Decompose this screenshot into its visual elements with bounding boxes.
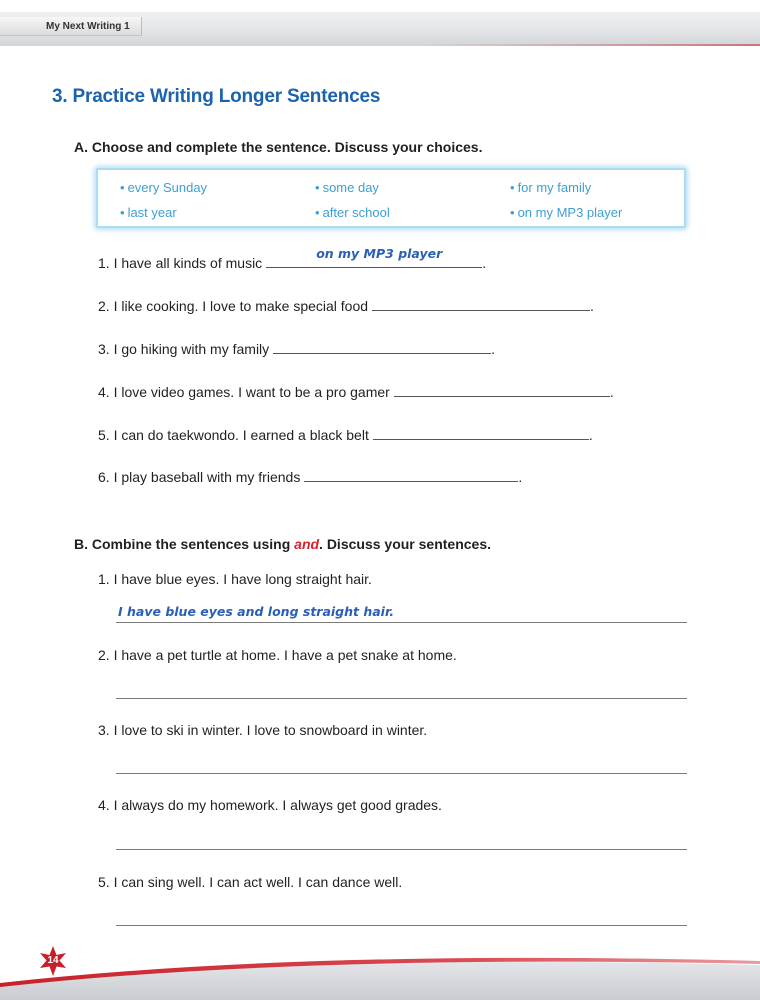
part-b-item-1: 1. I have blue eyes. I have long straight hair. — [98, 571, 372, 587]
part-a-item-6: 6. I play baseball with my friends . — [98, 469, 523, 485]
part-b-heading: B. Combine the sentences using and. Discuss your sentences. — [74, 536, 492, 552]
word-bank-item: • for my family — [510, 180, 592, 195]
answer-blank[interactable] — [273, 339, 491, 354]
word-bank-item: • last year — [120, 205, 177, 220]
sentence-text: 3. I go hiking with my family — [98, 341, 270, 357]
answer-blank[interactable] — [266, 246, 482, 268]
word-bank-item: • on my MP3 player — [510, 205, 623, 220]
part-a-item-3: 3. I go hiking with my family . — [98, 341, 496, 357]
part-b-item-3: 3. I love to ski in winter. I love to snowboard in winter. — [98, 722, 428, 738]
writing-line[interactable] — [116, 622, 687, 623]
writing-line[interactable] — [116, 773, 687, 774]
sentence-text: 5. I can do taekwondo. I earned a black belt — [98, 427, 369, 443]
book-title-tab — [0, 17, 142, 36]
sentence-text: 2. I like cooking. I love to make special food — [98, 298, 369, 314]
handwritten-answer: on my MP3 player — [316, 246, 443, 261]
header-accent-line — [0, 44, 760, 46]
part-a-item-1: 1. I have all kinds of music on my MP3 player . — [98, 246, 487, 271]
answer-blank[interactable] — [394, 382, 610, 397]
handwritten-answer: I have blue eyes and long straight hair. — [118, 604, 395, 619]
keyword-and: and — [294, 536, 320, 552]
answer-blank[interactable] — [304, 467, 518, 482]
word-bank-item: • after school — [315, 205, 390, 220]
word-bank — [96, 168, 686, 228]
word-bank-item: • every Sunday — [120, 180, 208, 195]
sentence-text: 6. I play baseball with my friends — [98, 469, 301, 485]
section-title: 3. Practice Writing Longer Sentences — [52, 86, 381, 107]
part-a-item-4: 4. I love video games. I want to be a pro gamer . — [98, 384, 614, 400]
sentence-text: 1. I have all kinds of music — [98, 255, 263, 271]
part-a-item-2: 2. I like cooking. I love to make special food . — [98, 298, 594, 314]
page-number: 14 — [47, 955, 59, 966]
part-a-item-5: 5. I can do taekwondo. I earned a black belt . — [98, 427, 593, 443]
sentence-text: 4. I love video games. I want to be a pro gamer — [98, 384, 390, 400]
writing-line[interactable] — [116, 849, 687, 850]
writing-line[interactable] — [116, 925, 687, 926]
answer-blank[interactable] — [372, 296, 590, 311]
answer-blank[interactable] — [373, 425, 589, 440]
writing-line[interactable] — [116, 698, 687, 699]
part-b-item-4: 4. I always do my homework. I always get good grades. — [98, 797, 442, 813]
part-a-heading: A. Choose and complete the sentence. Discuss your choices. — [74, 139, 483, 155]
part-b-item-5: 5. I can sing well. I can act well. I can dance well. — [98, 874, 403, 890]
part-b-item-2: 2. I have a pet turtle at home. I have a pet snake at home. — [98, 647, 457, 663]
word-bank-item: • some day — [315, 180, 379, 195]
book-title: My Next Writing 1 — [46, 21, 130, 32]
footer-swoosh — [0, 945, 760, 1000]
